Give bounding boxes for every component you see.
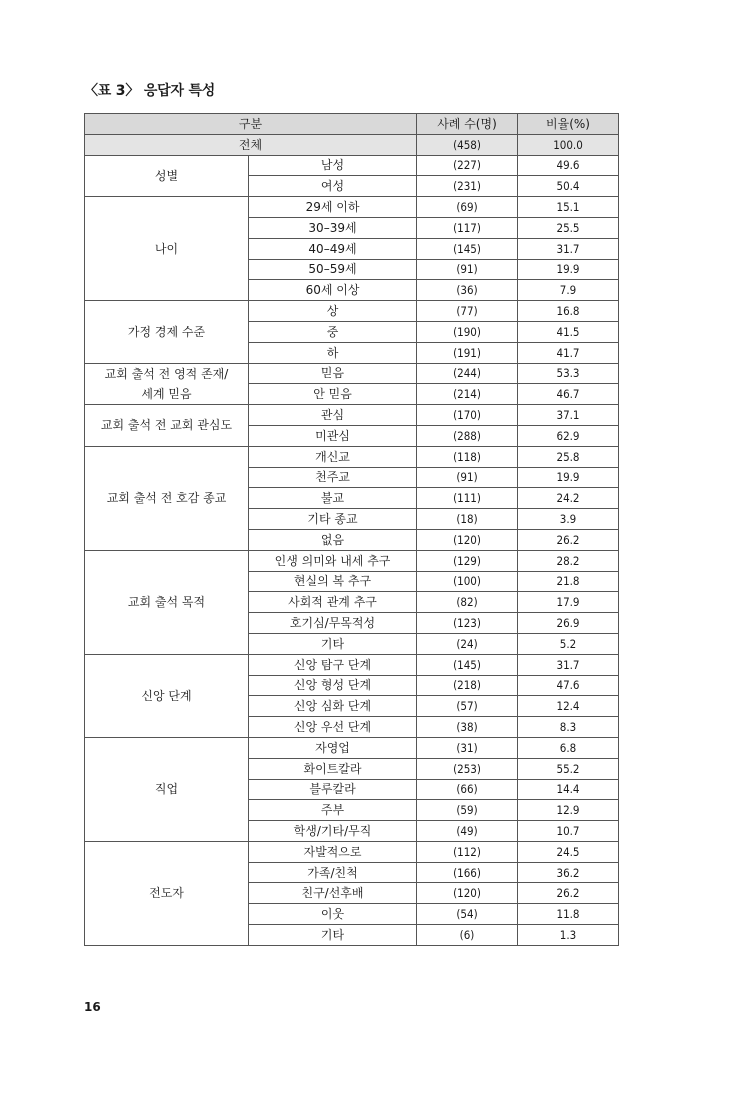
row-cases: (253) <box>417 758 518 779</box>
row-item: 기타 <box>249 633 417 654</box>
row-ratio: 36.2 <box>518 862 619 883</box>
page-number: 16 <box>84 1000 101 1014</box>
row-cases: (145) <box>417 238 518 259</box>
row-ratio: 10.7 <box>518 821 619 842</box>
group-label: 성별 <box>85 155 249 197</box>
table-row <box>85 737 619 758</box>
header-category: 구분 <box>85 114 417 135</box>
row-item: 화이트칼라 <box>249 758 417 779</box>
row-ratio: 25.8 <box>518 446 619 467</box>
row-ratio: 24.5 <box>518 841 619 862</box>
row-ratio: 12.9 <box>518 800 619 821</box>
row-ratio: 6.8 <box>518 737 619 758</box>
row-ratio: 31.7 <box>518 238 619 259</box>
table-row <box>85 405 619 426</box>
total-row <box>85 134 619 155</box>
row-ratio: 37.1 <box>518 405 619 426</box>
row-item: 천주교 <box>249 467 417 488</box>
group-label: 직업 <box>85 737 249 841</box>
row-ratio: 28.2 <box>518 550 619 571</box>
table-row <box>85 197 619 218</box>
row-cases: (54) <box>417 904 518 925</box>
row-item: 중 <box>249 321 417 342</box>
row-item: 인생 의미와 내세 추구 <box>249 550 417 571</box>
table-row <box>85 301 619 322</box>
table-body <box>85 134 619 945</box>
row-cases: (288) <box>417 425 518 446</box>
row-ratio: 50.4 <box>518 176 619 197</box>
group-label: 교회 출석 전 영적 존재/ 세계 믿음 <box>85 363 249 405</box>
row-ratio: 62.9 <box>518 425 619 446</box>
row-ratio: 49.6 <box>518 155 619 176</box>
group-label: 교회 출석 전 교회 관심도 <box>85 405 249 447</box>
row-item: 없음 <box>249 529 417 550</box>
row-cases: (170) <box>417 405 518 426</box>
row-cases: (227) <box>417 155 518 176</box>
row-item: 상 <box>249 301 417 322</box>
header-cases: 사례 수(명) <box>417 114 518 135</box>
row-ratio: 41.5 <box>518 321 619 342</box>
row-ratio: 25.5 <box>518 217 619 238</box>
row-item: 50–59세 <box>249 259 417 280</box>
group-label: 교회 출석 목적 <box>85 550 249 654</box>
row-item: 미관심 <box>249 425 417 446</box>
row-cases: (77) <box>417 301 518 322</box>
table-row <box>85 363 619 384</box>
row-cases: (214) <box>417 384 518 405</box>
row-item: 자발적으로 <box>249 841 417 862</box>
row-item: 남성 <box>249 155 417 176</box>
row-cases: (36) <box>417 280 518 301</box>
row-ratio: 15.1 <box>518 197 619 218</box>
row-item: 기타 종교 <box>249 509 417 530</box>
group-label: 전도자 <box>85 841 249 945</box>
row-cases: (38) <box>417 717 518 738</box>
header-ratio: 비율(%) <box>518 114 619 135</box>
table-row <box>85 550 619 571</box>
row-cases: (145) <box>417 654 518 675</box>
row-ratio: 55.2 <box>518 758 619 779</box>
row-cases: (57) <box>417 696 518 717</box>
total-label: 전체 <box>85 134 417 155</box>
total-cases: (458) <box>417 134 518 155</box>
row-ratio: 16.8 <box>518 301 619 322</box>
row-ratio: 17.9 <box>518 592 619 613</box>
row-item: 신앙 탐구 단계 <box>249 654 417 675</box>
table-title: 〈표 3〉 응답자 특성 <box>84 83 216 99</box>
row-cases: (24) <box>417 633 518 654</box>
table-row <box>85 155 619 176</box>
row-cases: (91) <box>417 467 518 488</box>
row-cases: (191) <box>417 342 518 363</box>
row-ratio: 14.4 <box>518 779 619 800</box>
row-item: 현실의 복 추구 <box>249 571 417 592</box>
header-row <box>85 114 619 135</box>
row-item: 가족/친척 <box>249 862 417 883</box>
row-item: 사회적 관계 추구 <box>249 592 417 613</box>
row-item: 믿음 <box>249 363 417 384</box>
row-item: 안 믿음 <box>249 384 417 405</box>
row-cases: (18) <box>417 509 518 530</box>
row-cases: (31) <box>417 737 518 758</box>
row-cases: (117) <box>417 217 518 238</box>
row-item: 관심 <box>249 405 417 426</box>
total-ratio: 100.0 <box>518 134 619 155</box>
row-item: 신앙 심화 단계 <box>249 696 417 717</box>
row-ratio: 21.8 <box>518 571 619 592</box>
row-ratio: 19.9 <box>518 467 619 488</box>
row-ratio: 26.2 <box>518 883 619 904</box>
row-cases: (82) <box>417 592 518 613</box>
row-item: 여성 <box>249 176 417 197</box>
row-cases: (6) <box>417 925 518 946</box>
group-label: 교회 출석 전 호감 종교 <box>85 446 249 550</box>
row-cases: (118) <box>417 446 518 467</box>
row-cases: (123) <box>417 613 518 634</box>
row-ratio: 47.6 <box>518 675 619 696</box>
group-label: 가정 경제 수준 <box>85 301 249 363</box>
row-item: 40–49세 <box>249 238 417 259</box>
row-item: 신앙 우선 단계 <box>249 717 417 738</box>
row-cases: (166) <box>417 862 518 883</box>
row-item: 60세 이상 <box>249 280 417 301</box>
row-cases: (120) <box>417 883 518 904</box>
row-cases: (91) <box>417 259 518 280</box>
row-cases: (59) <box>417 800 518 821</box>
row-ratio: 1.3 <box>518 925 619 946</box>
row-item: 학생/기타/무직 <box>249 821 417 842</box>
row-item: 주부 <box>249 800 417 821</box>
row-item: 자영업 <box>249 737 417 758</box>
row-item: 개신교 <box>249 446 417 467</box>
row-item: 블루칼라 <box>249 779 417 800</box>
row-item: 하 <box>249 342 417 363</box>
row-cases: (129) <box>417 550 518 571</box>
row-item: 29세 이하 <box>249 197 417 218</box>
table-row <box>85 654 619 675</box>
row-cases: (112) <box>417 841 518 862</box>
row-ratio: 26.2 <box>518 529 619 550</box>
row-ratio: 41.7 <box>518 342 619 363</box>
row-ratio: 19.9 <box>518 259 619 280</box>
row-item: 호기심/무목적성 <box>249 613 417 634</box>
row-ratio: 3.9 <box>518 509 619 530</box>
row-item: 기타 <box>249 925 417 946</box>
table-row <box>85 446 619 467</box>
row-ratio: 53.3 <box>518 363 619 384</box>
respondent-characteristics-table <box>84 113 619 946</box>
row-item: 30–39세 <box>249 217 417 238</box>
row-cases: (49) <box>417 821 518 842</box>
row-cases: (218) <box>417 675 518 696</box>
row-ratio: 5.2 <box>518 633 619 654</box>
row-cases: (100) <box>417 571 518 592</box>
row-ratio: 31.7 <box>518 654 619 675</box>
row-cases: (111) <box>417 488 518 509</box>
row-item: 불교 <box>249 488 417 509</box>
row-item: 친구/선후배 <box>249 883 417 904</box>
row-ratio: 8.3 <box>518 717 619 738</box>
row-ratio: 24.2 <box>518 488 619 509</box>
row-ratio: 12.4 <box>518 696 619 717</box>
row-cases: (69) <box>417 197 518 218</box>
row-cases: (231) <box>417 176 518 197</box>
group-label: 나이 <box>85 197 249 301</box>
row-ratio: 7.9 <box>518 280 619 301</box>
row-cases: (66) <box>417 779 518 800</box>
row-cases: (120) <box>417 529 518 550</box>
table-row <box>85 841 619 862</box>
row-cases: (244) <box>417 363 518 384</box>
row-item: 이웃 <box>249 904 417 925</box>
row-cases: (190) <box>417 321 518 342</box>
row-ratio: 26.9 <box>518 613 619 634</box>
row-ratio: 46.7 <box>518 384 619 405</box>
row-item: 신앙 형성 단계 <box>249 675 417 696</box>
row-ratio: 11.8 <box>518 904 619 925</box>
group-label: 신앙 단계 <box>85 654 249 737</box>
